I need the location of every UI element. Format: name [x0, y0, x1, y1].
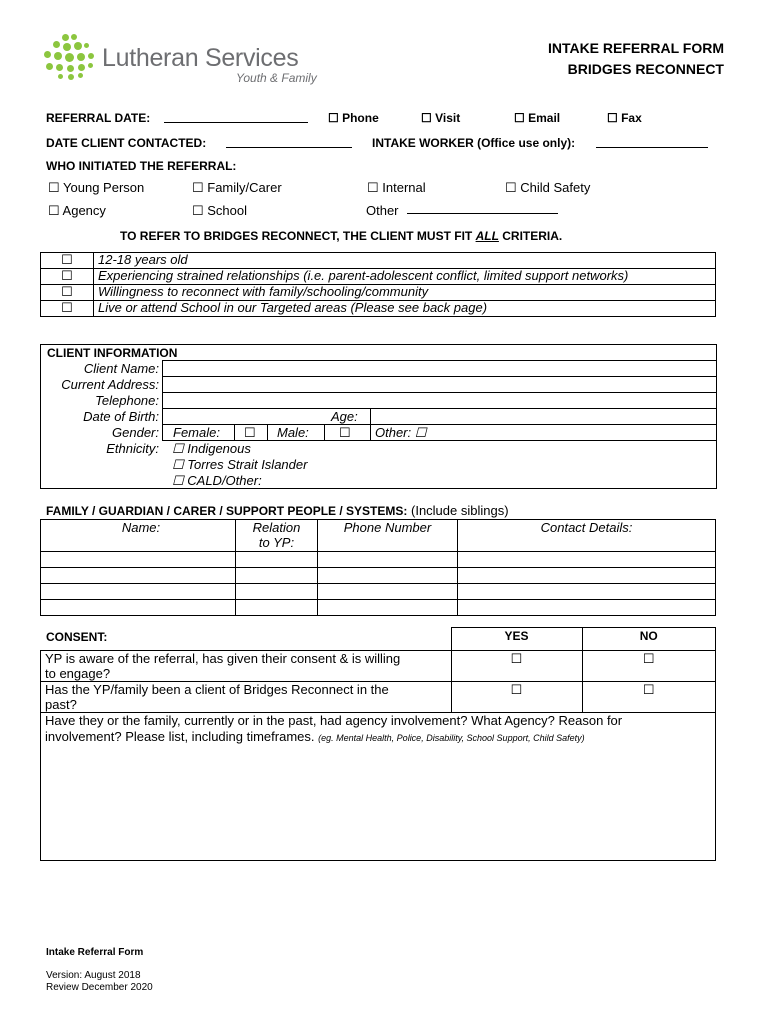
client-info-heading: CLIENT INFORMATION	[47, 346, 178, 360]
gender-other-checkbox[interactable]: Other: ☐	[375, 425, 427, 440]
family-header-row	[41, 520, 716, 552]
client-address-field[interactable]	[163, 377, 715, 392]
method-email[interactable]: ☐ Email	[514, 111, 561, 125]
family-heading-bold: FAMILY / GUARDIAN / CARER / SUPPORT PEOPLE / SYSTEMS:	[46, 504, 408, 518]
client-ethnicity-label: Ethnicity:	[106, 441, 159, 456]
family-row[interactable]	[41, 600, 716, 616]
client-age-field[interactable]	[371, 409, 715, 424]
criteria-checkbox[interactable]: ☐	[41, 253, 94, 269]
agency-eg: (eg. Mental Health, Police, Disability, School Support, Child Safety)	[318, 733, 585, 743]
intake-worker-field[interactable]	[596, 133, 708, 148]
date-contacted-field[interactable]	[226, 133, 352, 148]
footer-version: Version: August 2018	[46, 970, 141, 981]
brand-sub: Youth & Family	[236, 71, 317, 85]
method-visit[interactable]: ☐ Visit	[421, 111, 461, 125]
gender-male-label: Male:	[277, 425, 309, 440]
opt-other: Other	[366, 203, 399, 218]
family-col-relation-1: Relation	[252, 520, 301, 535]
criteria-heading-all: ALL	[475, 229, 499, 243]
consent-table	[40, 627, 716, 861]
method-phone[interactable]: ☐ Phone	[328, 111, 379, 125]
client-info-box	[40, 344, 717, 489]
criteria-row	[41, 269, 716, 285]
form-title-line2: BRIDGES RECONNECT	[567, 61, 724, 77]
gender-female-label: Female:	[173, 425, 220, 440]
consent-col-yes: YES	[451, 628, 582, 651]
consent-heading: CONSENT:	[46, 630, 108, 644]
family-row[interactable]	[41, 552, 716, 568]
opt-other-field[interactable]	[407, 199, 558, 214]
criteria-row	[41, 285, 716, 301]
family-row[interactable]	[41, 584, 716, 600]
consent-header-row	[41, 628, 716, 651]
intake-worker-label: INTAKE WORKER (Office use only):	[372, 136, 576, 150]
consent-q2	[41, 682, 452, 713]
date-contacted-label: DATE CLIENT CONTACTED:	[46, 136, 207, 150]
client-address-label: Current Address:	[61, 377, 159, 392]
consent-q2-no[interactable]: ☐	[582, 682, 716, 713]
consent-q1-line2: to engage?	[45, 666, 111, 681]
gender-female-checkbox[interactable]: ☐	[244, 425, 256, 440]
initiated-label: WHO INITIATED THE REFERRAL:	[46, 159, 237, 173]
family-col-contact: Contact Details:	[458, 520, 716, 552]
eth-torres[interactable]: ☐ Torres Strait Islander	[172, 457, 308, 472]
client-phone-label: Telephone:	[95, 393, 159, 408]
consent-q1-line1: YP is aware of the referral, has given their consent & is willing	[45, 651, 401, 666]
family-row[interactable]	[41, 568, 716, 584]
form-title	[548, 38, 724, 80]
agency-q-line2-text: involvement? Please list, including timeframes.	[45, 729, 315, 744]
gender-male-checkbox[interactable]: ☐	[339, 425, 351, 440]
opt-family-carer[interactable]: ☐ Family/Carer	[192, 180, 282, 195]
method-fax[interactable]: ☐ Fax	[607, 111, 642, 125]
client-age-label: Age:	[331, 409, 358, 424]
family-table	[40, 519, 716, 616]
form-title-line1: INTAKE REFERRAL FORM	[547, 40, 724, 56]
opt-internal[interactable]: ☐ Internal	[367, 180, 426, 195]
consent-q2-line2: past?	[45, 697, 77, 712]
family-heading	[46, 503, 509, 518]
referral-date-field[interactable]	[164, 108, 308, 123]
client-dob-label: Date of Birth:	[83, 409, 159, 424]
consent-row	[41, 651, 716, 682]
family-col-phone: Phone Number	[318, 520, 458, 552]
footer-form-name: Intake Referral Form	[46, 947, 144, 958]
consent-col-no: NO	[582, 628, 716, 651]
criteria-checkbox[interactable]: ☐	[41, 285, 94, 301]
referral-date-label: REFERRAL DATE:	[46, 111, 151, 125]
opt-agency[interactable]: ☐ Agency	[48, 203, 106, 218]
client-name-label: Client Name:	[83, 361, 159, 376]
eth-indigenous[interactable]: ☐ Indigenous	[172, 441, 251, 456]
consent-q1-yes[interactable]: ☐	[451, 651, 582, 682]
criteria-heading-pre: TO REFER TO BRIDGES RECONNECT, THE CLIENT MUST FIT	[120, 229, 476, 243]
criteria-item: Live or attend School in our Targeted areas (Please see back page)	[94, 301, 716, 317]
criteria-table	[40, 252, 716, 317]
brand-name: Lutheran Services	[102, 44, 299, 72]
brand-logo-dots	[44, 34, 96, 80]
criteria-checkbox[interactable]: ☐	[41, 269, 94, 285]
criteria-row	[41, 253, 716, 269]
consent-row	[41, 682, 716, 713]
family-col-name: Name:	[41, 520, 236, 552]
criteria-heading	[120, 229, 562, 243]
family-heading-normal: (Include siblings)	[407, 503, 509, 518]
opt-child-safety[interactable]: ☐ Child Safety	[505, 180, 591, 195]
agency-q-line2	[45, 729, 711, 746]
opt-school[interactable]: ☐ School	[192, 203, 248, 218]
consent-q2-yes[interactable]: ☐	[451, 682, 582, 713]
consent-q1-no[interactable]: ☐	[582, 651, 716, 682]
criteria-row	[41, 301, 716, 317]
opt-young-person[interactable]: ☐ Young Person	[48, 180, 145, 195]
criteria-checkbox[interactable]: ☐	[41, 301, 94, 317]
consent-q1	[41, 651, 452, 682]
agency-row[interactable]	[41, 713, 716, 861]
agency-question[interactable]	[41, 713, 716, 861]
agency-q-line1: Have they or the family, currently or in the past, had agency involvement? What Agency? Reason for	[45, 713, 623, 728]
eth-cald[interactable]: ☐ CALD/Other:	[172, 473, 262, 488]
criteria-item: 12-18 years old	[94, 253, 716, 269]
footer-review: Review December 2020	[46, 982, 153, 993]
criteria-heading-post: CRITERIA.	[498, 229, 563, 243]
client-phone-field[interactable]	[163, 393, 715, 408]
criteria-item: Willingness to reconnect with family/schooling/community	[94, 285, 716, 301]
family-col-relation-2: to YP:	[258, 535, 295, 550]
client-gender-label: Gender:	[112, 425, 159, 440]
criteria-item: Experiencing strained relationships (i.e. parent-adolescent conflict, limited support networks)	[94, 269, 716, 285]
client-name-field[interactable]	[163, 361, 715, 376]
consent-q2-line1: Has the YP/family been a client of Bridges Reconnect in the	[45, 682, 389, 697]
family-col-relation	[236, 520, 318, 552]
